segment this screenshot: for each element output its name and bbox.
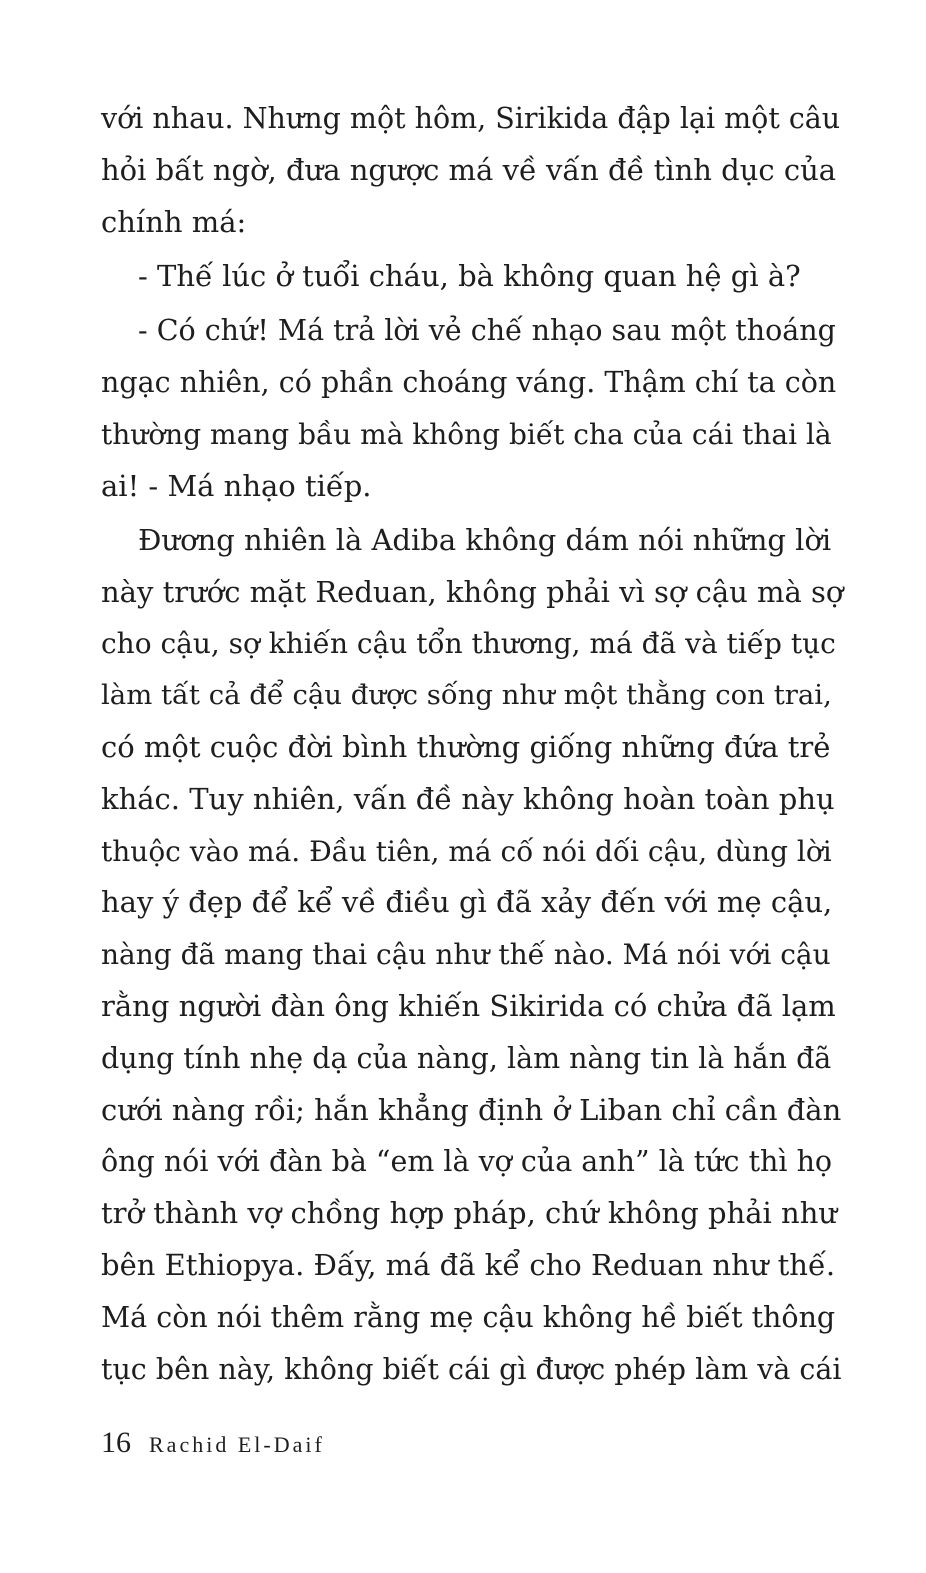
dialogue-line: - Thế lúc ở tuổi cháu, bà không quan hệ gì à? bbox=[138, 258, 801, 293]
text-line: ai! - Má nhạo tiếp. bbox=[101, 468, 372, 503]
text-line: ông nói với đàn bà “em là vợ của anh” là tức thì họ bbox=[101, 1145, 833, 1179]
text-line: hay ý đẹp để kể về điều gì đã xảy đến với mẹ cậu, bbox=[101, 885, 833, 920]
page-number: 16 bbox=[101, 1426, 131, 1459]
dialogue-line: - Có chứ! Má trả lời vẻ chế nhạo sau một thoáng bbox=[138, 314, 836, 348]
text-line: thuộc vào má. Đầu tiên, má cố nói dối cậu, dùng lời bbox=[101, 834, 832, 868]
text-line: rằng người đàn ông khiến Sikirida có chửa đã lạm bbox=[101, 989, 836, 1024]
page-footer bbox=[101, 1426, 325, 1460]
running-head-author: Rachid El-Daif bbox=[149, 1432, 325, 1457]
text-line: Má còn nói thêm rằng mẹ cậu không hề biết thông bbox=[101, 1300, 836, 1334]
text-line: cưới nàng rồi; hắn khẳng định ở Liban chỉ cần đàn bbox=[101, 1092, 842, 1127]
text-line: với nhau. Nhưng một hôm, Sirikida đập lại một câu bbox=[101, 102, 841, 135]
text-line: dụng tính nhẹ dạ của nàng, làm nàng tin là hắn đã bbox=[101, 1041, 832, 1075]
text-line: thường mang bầu mà không biết cha của cái thai là bbox=[101, 417, 832, 451]
text-line: hỏi bất ngờ, đưa ngược má về vấn đề tình dục của bbox=[101, 152, 837, 187]
paragraph-start-line: Đương nhiên là Adiba không dám nói những lời bbox=[138, 522, 832, 557]
body-text bbox=[101, 93, 843, 1395]
text-line: làm tất cả để cậu được sống như một thằng con trai, bbox=[101, 679, 832, 712]
text-line: khác. Tuy nhiên, vấn đề này không hoàn toàn phụ bbox=[101, 781, 835, 816]
text-line: tục bên này, không biết cái gì được phép làm và cái bbox=[101, 1352, 842, 1386]
text-line: cho cậu, sợ khiến cậu tổn thương, má đã và tiếp tục bbox=[101, 627, 836, 661]
text-line: ngạc nhiên, có phần choáng váng. Thậm chí ta còn bbox=[101, 365, 837, 399]
text-line: bên Ethiopya. Đấy, má đã kể cho Reduan như thế. bbox=[101, 1248, 836, 1283]
text-line: có một cuộc đời bình thường giống những đứa trẻ bbox=[101, 730, 831, 765]
text-line: này trước mặt Reduan, không phải vì sợ cậu mà sợ bbox=[101, 574, 844, 609]
text-line: trở thành vợ chồng hợp pháp, chứ không phải như bbox=[101, 1196, 838, 1231]
text-line: nàng đã mang thai cậu như thế nào. Má nói với cậu bbox=[101, 938, 831, 972]
text-line: chính má: bbox=[101, 204, 247, 239]
